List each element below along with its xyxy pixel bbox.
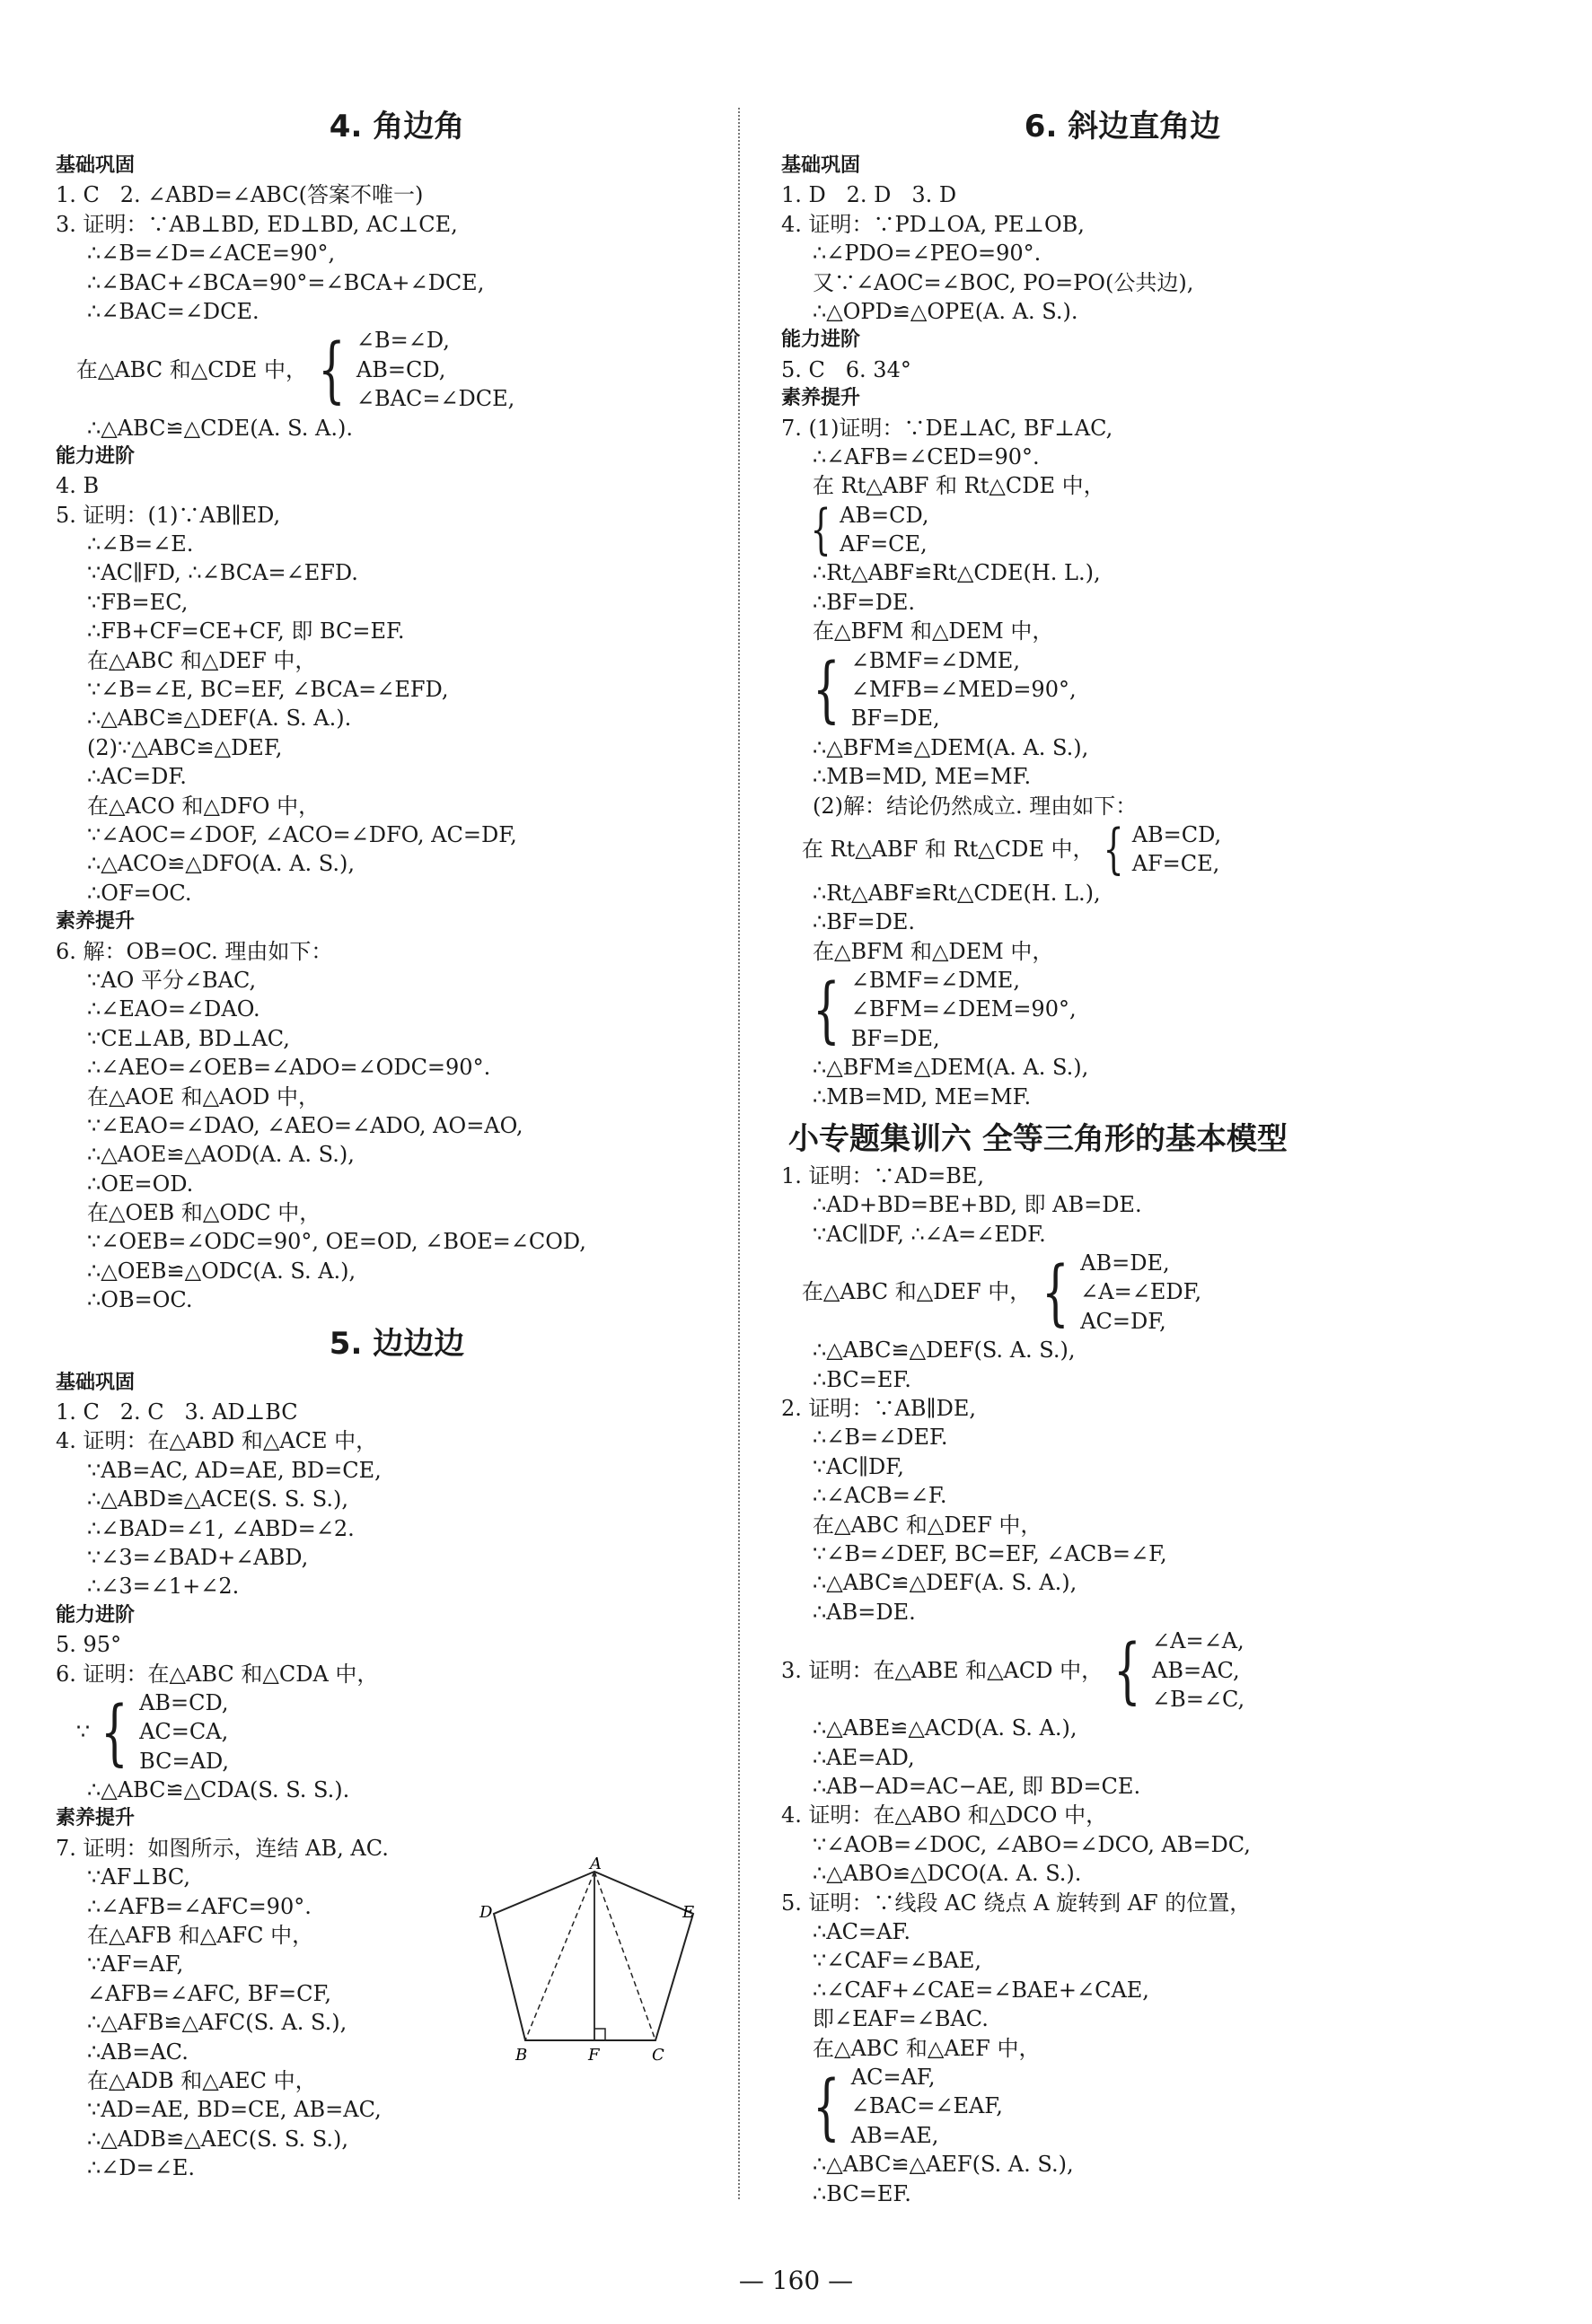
text-line: ∴OF=OC. [87, 880, 192, 906]
dashed-ac [594, 1872, 655, 2040]
section-title-5: 5. 边边边 [329, 1325, 465, 1362]
system-item: ∠MFB=∠MED=90°, [850, 677, 1077, 703]
text-line: ∴BC=EF. [813, 2180, 911, 2206]
equation-system [781, 1627, 1464, 1714]
text-line: ∴AE=AD, [813, 1744, 915, 1770]
system-items [851, 966, 1077, 1053]
subsection-heading: 基础巩固 [56, 1371, 136, 1394]
label-c: C [652, 2046, 664, 2065]
system-item: AF=CE, [1131, 851, 1220, 877]
subsection-heading: 基础巩固 [781, 154, 861, 177]
text-line: ∴MB=MD, ME=MF. [813, 1083, 1032, 1109]
text-line: ∵∠AOC=∠DOF, ∠ACO=∠DFO, AC=DF, [87, 821, 517, 847]
equation-system [781, 498, 1464, 562]
system-item: ∠BAC=∠DCE, [356, 386, 515, 412]
text-line: ∴∠PDO=∠PEO=90°. [813, 241, 1042, 267]
text-line: ∴Rt△ABF≌Rt△CDE(H. L.), [813, 880, 1101, 906]
text-line: 在△AFB 和△AFC 中， [87, 1923, 314, 1949]
label-a: A [590, 1855, 602, 1873]
text-line: ∴∠CAF+∠CAE=∠BAE+∠CAE, [813, 1977, 1149, 2003]
text-line: ∴∠AFB=∠CED=90°. [813, 443, 1040, 469]
equation-system [56, 326, 738, 413]
text-line: 1. 证明：∵AD=BE, [781, 1162, 984, 1188]
system-item: ∠BMF=∠DME, [850, 967, 1020, 993]
system-item: ∠B=∠D, [356, 328, 450, 354]
column-divider [738, 108, 740, 2199]
text-line: ∴∠B=∠D=∠ACE=90°, [87, 241, 336, 267]
text-line: ∴∠B=∠E. [87, 531, 194, 557]
system-lead-text: 在△ABC 和△CDE 中， [56, 356, 307, 382]
text-line: ∵∠OEB=∠ODC=90°, OE=OD, ∠BOE=∠COD, [87, 1229, 586, 1255]
text-line: ∵AD=AE, BD=CE, AB=AC, [87, 2097, 382, 2123]
text-line: ∴∠3=∠1+∠2. [87, 1574, 240, 1600]
text-line: ∴△ABC≌△DEF(A. S. A.). [87, 706, 352, 732]
topic-body [781, 1162, 1464, 2208]
text-line: ∴△ACO≌△DFO(A. A. S.), [87, 851, 355, 877]
text-line: ∵AC∥FD, ∴∠BCA=∠EFD. [87, 560, 358, 586]
system-lead-text: 在 Rt△ABF 和 Rt△CDE 中， [781, 837, 1095, 863]
text-line: ∴AB−AD=AC−AE, 即 BD=CE. [813, 1774, 1141, 1800]
text-line: ∴AB=DE. [813, 1599, 916, 1625]
label-e: E [682, 1903, 695, 1922]
text-line: ∴∠BAD=∠1, ∠ABD=∠2. [87, 1515, 355, 1541]
system-lead-text: 3. 证明：在△ABE 和△ACD 中， [781, 1657, 1104, 1683]
text-line: 又∵∠AOC=∠BOC, PO=PO(公共边), [813, 269, 1194, 295]
text-line: ∴BF=DE. [813, 589, 916, 615]
left-brace-icon: { [318, 327, 346, 411]
label-b: B [515, 2046, 528, 2065]
system-item: AB=CD, [1131, 821, 1222, 847]
text-line: ∴△ABC≌△AEF(S. A. S.), [813, 2152, 1074, 2178]
text-line: 2. 证明：∵AB∥DE, [781, 1396, 976, 1422]
text-line: ∴OB=OC. [87, 1287, 193, 1313]
text-line: ∴BC=EF. [813, 1366, 911, 1392]
system-item: AB=CD, [840, 502, 929, 528]
text-line: 7. 证明：如图所示，连结 AB, AC. [56, 1835, 389, 1861]
system-item: AC=DF, [1080, 1308, 1166, 1334]
text-line: 在△BFM 和△DEM 中， [813, 938, 1054, 964]
text-line: ∴△OPD≌△OPE(A. A. S.). [813, 298, 1078, 324]
text-line: ∴∠EAO=∠DAO. [87, 996, 260, 1022]
topic-title: 小专题集训六 全等三角形的基本模型 [788, 1120, 1288, 1157]
pentagon-figure [479, 1855, 700, 2065]
system-item: ∠BFM=∠DEM=90°, [850, 996, 1077, 1022]
text-line: ∴MB=MD, ME=MF. [813, 764, 1032, 790]
text-line: ∴∠ACB=∠F. [813, 1483, 947, 1509]
equation-system [781, 966, 1464, 1053]
right-column [781, 103, 1464, 2208]
text-line: 5. 证明：∵线段 AC 绕点 A 旋转到 AF 的位置， [781, 1890, 1252, 1916]
system-item: BF=DE, [850, 706, 940, 732]
subsection-heading: 能力进阶 [56, 1603, 136, 1627]
text-line: ∴BF=DE. [813, 909, 916, 935]
system-item: AB=DE, [1080, 1250, 1170, 1276]
section-title-4: 4. 角边角 [329, 109, 465, 145]
text-line: ∴△ABC≌△CDE(A. S. A.). [87, 415, 353, 441]
section-title-6: 6. 斜边直角边 [1024, 109, 1221, 145]
text-line: ∴∠BAC+∠BCA=90°=∠BCA+∠DCE, [87, 269, 485, 295]
right-angle-mark [594, 2029, 605, 2040]
left-brace-icon: { [1042, 1250, 1069, 1334]
left-brace-icon: { [1113, 1627, 1141, 1712]
text-line: ∴△BFM≌△DEM(A. A. S.), [813, 734, 1089, 760]
text-line: 1. D 2. D 3. D [781, 182, 957, 208]
text-line: 6. 证明：在△ABC 和△CDA 中， [56, 1661, 379, 1687]
label-d: D [479, 1903, 493, 1922]
text-line: 在△AOE 和△AOD 中， [87, 1083, 320, 1109]
text-line: ∴△ABE≌△ACD(A. S. A.), [813, 1715, 1077, 1741]
text-line: ∴△AFB≌△AFC(S. A. S.), [87, 2010, 347, 2036]
equation-system [56, 1688, 738, 1776]
system-lead-text [781, 515, 802, 544]
text-line: 在△OEB 和△ODC 中， [87, 1200, 321, 1226]
system-item: ∠B=∠C, [1152, 1686, 1245, 1712]
text-line: 在△ABC 和△DEF 中， [87, 647, 317, 673]
system-lead-text [781, 675, 802, 704]
text-line: ∴△BFM≌△DEM(A. A. S.), [813, 1055, 1089, 1081]
text-line: ∴AC=AF. [813, 1919, 910, 1945]
left-brace-icon: { [810, 498, 831, 562]
system-items [1152, 1627, 1245, 1714]
text-line: ∵∠EAO=∠DAO, ∠AEO=∠ADO, AO=AO, [87, 1112, 523, 1138]
equation-system [781, 646, 1464, 733]
subsection-heading: 素养提升 [781, 387, 861, 410]
section-6-body [781, 152, 1464, 1111]
text-line: 4. 证明：在△ABO 和△DCO 中， [781, 1802, 1108, 1829]
text-line: 5. C 6. 34° [781, 356, 911, 382]
text-line: 6. 解：OB=OC. 理由如下： [56, 938, 333, 964]
text-line: ∵AF⊥BC, [87, 1864, 191, 1890]
text-line: ∴AD+BD=BE+BD, 即 AB=DE. [813, 1192, 1142, 1218]
system-item: AB=CD, [356, 356, 446, 382]
system-items [1080, 1249, 1201, 1336]
system-lead-text [781, 995, 802, 1023]
text-line: 1. C 2. C 3. AD⊥BC [56, 1399, 298, 1425]
system-item: ∠A=∠EDF, [1080, 1279, 1202, 1305]
text-line: ∵AF=AF, [87, 1951, 184, 1978]
text-line: ∴△ABO≌△DCO(A. A. S.). [813, 1861, 1082, 1887]
text-line: ∵AC∥DF, [813, 1453, 904, 1479]
system-item: AB=AE, [850, 2122, 939, 2148]
section-4-body [56, 152, 738, 1315]
text-line: ∴△AOE≌△AOD(A. A. S.), [87, 1142, 355, 1168]
text-line: 4. 证明：∵PD⊥OA, PE⊥OB, [781, 211, 1085, 237]
subsection-heading: 素养提升 [56, 1807, 136, 1830]
left-brace-icon: { [813, 2064, 840, 2148]
text-line: ∵∠B=∠E, BC=EF, ∠BCA=∠EFD, [87, 677, 449, 703]
text-line: ∴OE=OD. [87, 1171, 194, 1197]
left-brace-icon: { [813, 967, 840, 1051]
system-item: ∠A=∠A, [1152, 1628, 1245, 1654]
text-line: ∴AB=AC. [87, 2039, 189, 2065]
text-line: ∴∠D=∠E. [87, 2155, 195, 2181]
text-line: 在△ABC 和△DEF 中， [813, 1512, 1042, 1538]
equation-system [781, 2063, 1464, 2150]
text-line: 5. 证明：(1)∵AB∥ED, [56, 502, 281, 528]
text-line: ∵AO 平分∠BAC, [87, 967, 257, 993]
text-line: ∴△ABC≌△DEF(S. A. S.), [813, 1337, 1076, 1364]
label-f: F [588, 2046, 600, 2065]
text-line: 在△ADB 和△AEC 中， [87, 2068, 317, 2093]
system-item: BF=DE, [850, 1025, 940, 1051]
system-item: BC=AD, [139, 1748, 229, 1774]
left-brace-icon: { [101, 1689, 128, 1774]
system-item: AC=CA, [139, 1719, 229, 1745]
text-line: ∵∠AOB=∠DOC, ∠ABO=∠DCO, AB=DC, [813, 1831, 1251, 1857]
equation-system [781, 1249, 1464, 1336]
system-items [851, 2063, 1003, 2150]
text-line: ∵FB=EC, [87, 589, 189, 615]
text-line: (2)∵△ABC≌△DEF, [87, 734, 283, 760]
text-line: 5. 95° [56, 1632, 122, 1658]
system-item: ∠BMF=∠DME, [850, 647, 1020, 673]
text-line: 4. B [56, 473, 100, 499]
text-line: 3. 证明：∵AB⊥BD, ED⊥BD, AC⊥CE, [56, 211, 458, 237]
system-items [139, 1688, 229, 1776]
text-line: 7. (1)证明：∵DE⊥AC, BF⊥AC, [781, 415, 1113, 441]
system-item: AB=AC, [1152, 1657, 1240, 1683]
text-line: ∵CE⊥AB, BD⊥AC, [87, 1025, 290, 1051]
left-brace-icon: { [813, 647, 840, 732]
text-line: ∴△ABD≌△ACE(S. S. S.), [87, 1486, 348, 1513]
text-line: 1. C 2. ∠ABD=∠ABC(答案不唯一) [56, 182, 424, 208]
text-line: ∴∠BAC=∠DCE. [87, 298, 259, 324]
system-items [851, 646, 1077, 733]
text-line: ∴AC=DF. [87, 764, 187, 790]
text-line: ∴△OEB≌△ODC(A. S. A.), [87, 1258, 356, 1284]
text-line: ∴△ADB≌△AEC(S. S. S.), [87, 2126, 348, 2152]
text-line: ∵AB=AC, AD=AE, BD=CE, [87, 1457, 382, 1483]
page-number: — 160 — [738, 2266, 854, 2295]
text-line: ∵∠B=∠DEF, BC=EF, ∠ACB=∠F, [813, 1540, 1167, 1566]
subsection-heading: 能力进阶 [781, 329, 861, 352]
left-brace-icon: { [1103, 818, 1124, 881]
subsection-heading: 素养提升 [56, 910, 136, 934]
subsection-heading: 能力进阶 [56, 444, 136, 468]
system-item: ∠BAC=∠EAF, [850, 2093, 1003, 2119]
text-line: ∵AC∥DF, ∴∠A=∠EDF. [813, 1221, 1046, 1247]
text-line: ∴∠B=∠DEF. [813, 1425, 948, 1451]
system-lead-text [781, 2092, 802, 2120]
text-line: ∠AFB=∠AFC, BF=CF, [87, 1980, 332, 2006]
text-line: ∴∠AEO=∠OEB=∠ADO=∠ODC=90°. [87, 1055, 491, 1081]
text-line: ∵∠CAF=∠BAE, [813, 1948, 982, 1974]
system-items [1132, 820, 1221, 879]
system-items [356, 326, 515, 413]
text-line: 4. 证明：在△ABD 和△ACE 中， [56, 1428, 378, 1454]
system-item: AB=CD, [139, 1689, 229, 1715]
system-lead-text: ∵ [56, 1719, 91, 1745]
equation-system [781, 820, 1464, 879]
text-line: 在△ACO 和△DFO 中， [87, 793, 321, 819]
text-line: ∴FB+CF=CE+CF, 即 BC=EF. [87, 618, 405, 645]
text-line: ∵∠3=∠BAD+∠ABD, [87, 1544, 309, 1570]
text-line: 即∠EAF=∠BAC. [813, 2006, 989, 2032]
system-lead-text: 在△ABC 和△DEF 中， [781, 1279, 1032, 1305]
text-line: 在△ABC 和△AEF 中， [813, 2035, 1041, 2061]
system-items [840, 501, 928, 559]
text-line: 在 Rt△ABF 和 Rt△CDE 中， [813, 473, 1105, 499]
pentagon-outline [494, 1872, 693, 2040]
system-item: AF=CE, [840, 531, 928, 557]
text-line: ∴Rt△ABF≌Rt△CDE(H. L.), [813, 560, 1101, 586]
text-line: ∴∠AFB=∠AFC=90°. [87, 1893, 312, 1919]
subsection-heading: 基础巩固 [56, 154, 136, 177]
text-line: ∴△ABC≌△CDA(S. S. S.). [87, 1777, 350, 1803]
text-line: ∴△ABC≌△DEF(A. S. A.), [813, 1570, 1077, 1596]
text-line: (2)解：结论仍然成立. 理由如下： [813, 793, 1138, 819]
text-line: 在△BFM 和△DEM 中， [813, 618, 1054, 645]
system-item: AC=AF, [850, 2065, 936, 2090]
